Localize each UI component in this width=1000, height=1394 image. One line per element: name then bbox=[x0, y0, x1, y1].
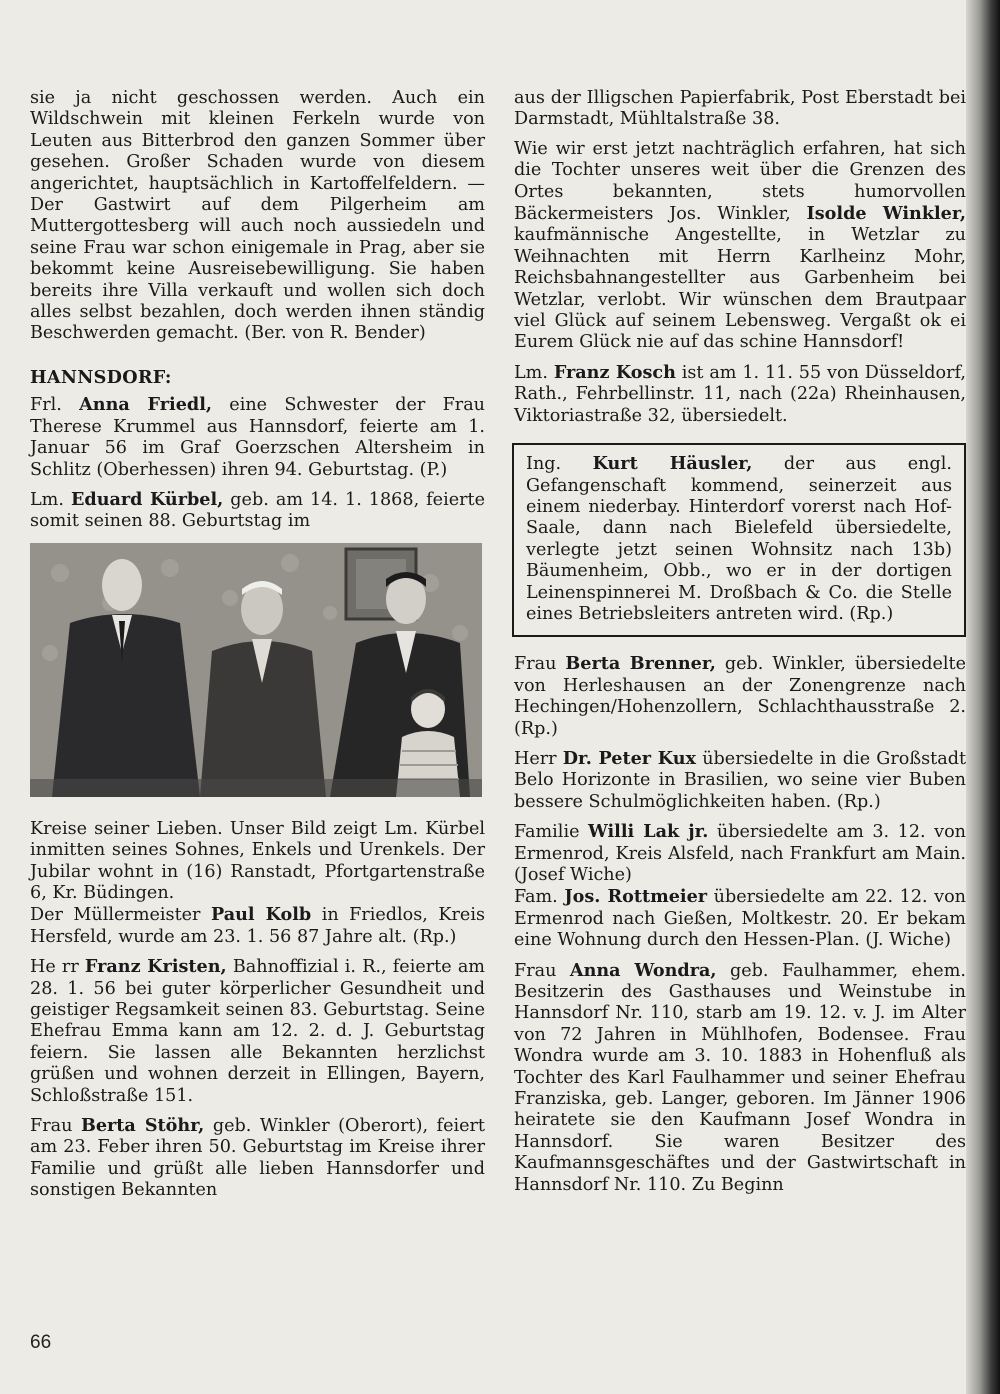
article-paragraph bbox=[514, 139, 966, 354]
paragraph-text: Lm. bbox=[514, 362, 548, 383]
article-paragraph: aus der Illigschen Papierfabrik, Post Eberstadt bei Darmstadt, Mühltalstraße 38. bbox=[514, 88, 966, 130]
article-paragraph bbox=[514, 653, 966, 740]
article-paragraph bbox=[30, 489, 485, 533]
person-name: Berta Brenner, bbox=[565, 653, 716, 675]
paragraph-text: geb. Winkler (Oberort), feiert am 23. Feber ihren 50. Geburtstag im Kreise ihrer Familie und grüßt alle lieben Hannsdorfer und sonstigen Bekannten bbox=[30, 1116, 486, 1201]
article-paragraph bbox=[514, 362, 966, 427]
person-name: Dr. Peter Kux bbox=[562, 747, 696, 769]
paragraph-text: He rr bbox=[30, 957, 79, 978]
paragraph-text: Frau bbox=[514, 654, 557, 675]
paragraph-text: Herr bbox=[514, 748, 557, 769]
person-name: Willi Lak jr. bbox=[588, 821, 709, 843]
article-paragraph bbox=[30, 904, 485, 948]
paragraph-text: Wie wir erst jetzt nachträglich erfahren, hat sich die Tochter unseres weit über die Grenzen des Ortes bekannten, stets humorvollen Bäckermeisters Jos. Winkler, bbox=[514, 138, 966, 225]
article-paragraph bbox=[514, 821, 966, 886]
boxed-notice bbox=[512, 443, 966, 637]
person-name: Franz Kosch bbox=[553, 361, 676, 383]
paragraph-text: übersiedelte am 3. 12. von Ermenrod, Kreis Alsfeld, nach Frankfurt am Main. (Josef Wiche) bbox=[514, 822, 966, 885]
article-paragraph bbox=[514, 886, 966, 951]
paragraph-text: Ing. bbox=[526, 454, 562, 475]
paragraph-text: geb. Faulhammer, ehem. Besitzerin des Gasthauses und Weinstube in Hannsdorf Nr. 110, starb am 19. 12. v. J. im Alter von 72 Jahren in Mühlhofen, Bodensee. Frau Wondra wurde am 3. 10. 1883 in Hohenfluß als Tochter des Karl Faulhammer und seiner Ehefrau Franziska, geb. Langer, geboren. Im Jänner 1906 heiratete sie den Kaufmann Josef Wondra in Hannsdorf. Sie waren Besitzer des Kaufmannsgeschäftes und der Gastwirtschaft in Hannsdorf Nr. 110. Zu Beginn bbox=[514, 960, 966, 1195]
paragraph-text: geb. Winkler, übersiedelte von Herleshausen an der Zonengrenze nach Hechingen/Hohenzollern, Schlachthausstraße 2. (Rp.) bbox=[514, 654, 967, 739]
article-paragraph: Kreise seiner Lieben. Unser Bild zeigt Lm. Kürbel inmitten seines Sohnes, Enkels und Urenkels. Der Jubilar wohnt in (16) Ranstadt, Pfortgartenstraße 6, Kr. Büdingen. bbox=[30, 818, 485, 903]
paragraph-text: Der Müllermeister bbox=[30, 905, 201, 926]
paragraph-text: der aus engl. Gefangenschaft kommend, seinerzeit aus einem niederbay. Hinterdorf vorerst nach Hof-Saale, dann nach Bielefeld übersiedelte, verlegte jetzt seinen Wohnsitz nach 13b) Bäumenheim, Obb., wo er in der dortigen Leinenspinnerei M. Droßbach & Co. die Stelle eines Betriebsleiters antreten wird. (Rp.) bbox=[526, 454, 952, 624]
article-paragraph bbox=[30, 956, 485, 1107]
article-paragraph bbox=[30, 394, 485, 481]
person-name: Eduard Kürbel, bbox=[70, 488, 224, 510]
paragraph-text: in Friedlos, Kreis Hersfeld, wurde am 23. 1. 56 87 Jahre alt. (Rp.) bbox=[30, 905, 485, 947]
paragraph-text: Frau bbox=[514, 960, 557, 981]
paragraph-text: kaufmännische Angestellte, in Wetzlar zu Weihnachten mit Herrn Karlheinz Mohr, Reichsbahnangestellter aus Garbenheim bei Wetzlar, verlobt. Wir wünschen dem Brautpaar viel Glück auf seinem Lebensweg. Vergaßt ok ei Eurem Glück nie auf das schine Hannsdorf! bbox=[514, 225, 966, 353]
group-photo bbox=[30, 543, 482, 797]
photo-illustration bbox=[30, 543, 482, 797]
paragraph-text: geb. am 14. 1. 1868, feierte somit seinen 88. Geburtstag im bbox=[30, 489, 486, 532]
paragraph-text: Lm. bbox=[30, 489, 64, 510]
person-name: Isolde Winkler, bbox=[806, 203, 966, 225]
page-number: 66 bbox=[30, 1332, 52, 1353]
paragraph-text: übersiedelte in die Großstadt Belo Horizonte in Brasilien, wo seine vier Buben bessere Schulmöglichkeiten haben. (Rp.) bbox=[514, 748, 967, 812]
person-name: Paul Kolb bbox=[210, 904, 312, 926]
person-name: Franz Kristen, bbox=[84, 956, 227, 978]
person-name: Berta Stöhr, bbox=[80, 1115, 205, 1136]
paragraph-text: ist am 1. 11. 55 von Düsseldorf, Rath., Fehrbellinstr. 11, nach (22a) Rheinhausen, Viktoriastraße 32, übersiedelt. bbox=[514, 362, 967, 426]
paragraph-text: Frau bbox=[30, 1116, 73, 1136]
paragraph-text: eine Schwester der Frau Therese Krummel aus Hannsdorf, feierte am 1. Januar 56 im Graf Goerzschen Altersheim in Schlitz (Oberhessen) ihren 94. Geburtstag. (P.) bbox=[30, 395, 486, 480]
article-paragraph bbox=[514, 960, 966, 1196]
right-column bbox=[514, 88, 966, 1204]
paragraph-text: Familie bbox=[514, 822, 580, 843]
person-name: Anna Wondra, bbox=[569, 959, 717, 981]
page-edge-shadow bbox=[966, 0, 1000, 1394]
person-name: Anna Friedl, bbox=[79, 394, 212, 416]
paragraph-text: Frl. bbox=[30, 395, 62, 416]
person-name: Jos. Rottmeier bbox=[564, 886, 708, 908]
paragraph-text: Fam. bbox=[514, 887, 558, 908]
person-name: Kurt Häusler, bbox=[592, 453, 753, 475]
article-paragraph: sie ja nicht geschossen werden. Auch ein Wildschwein mit kleinen Ferkeln wurde von Leuten aus Bitterbrod den ganzen Sommer über gesehen. Großer Schaden wurde von diesem angerichtet, hauptsächlich in Kartoffelfeldern. — Der Gastwirt auf dem Pilgerheim am Muttergottesberg will auch noch aussiedeln und seine Frau war schon einigemale in Prag, aber sie bekommt keine Ausreisebewilligung. Sie haben bereits ihre Villa verkauft und wollen sich doch alles selbst bezahlen, doch werden ihnen ständig Beschwerden gemacht. (Ber. von R. Bender) bbox=[30, 88, 485, 344]
paragraph-text: übersiedelte am 22. 12. von Ermenrod nach Gießen, Moltkestr. 20. Er bekam eine Wohnung durch den Hessen-Plan. (J. Wiche) bbox=[514, 887, 967, 951]
section-heading: HANNSDORF: bbox=[30, 366, 172, 388]
paragraph-text: Bahnoffizial i. R., feierte am 28. 1. 56 bei guter körperlicher Gesundheit und geistiger Regsamkeit seinen 83. Geburtstag. Seine Ehefrau Emma kann am 12. 2. d. J. Geburtstag feiern. Sie lassen alle Bekannten herzlichst grüßen und wohnen derzeit in Ellingen, Bayern, Schloßstraße 151. bbox=[30, 957, 485, 1106]
article-paragraph bbox=[514, 748, 966, 813]
left-column bbox=[30, 88, 485, 1210]
article-paragraph bbox=[30, 1115, 485, 1202]
